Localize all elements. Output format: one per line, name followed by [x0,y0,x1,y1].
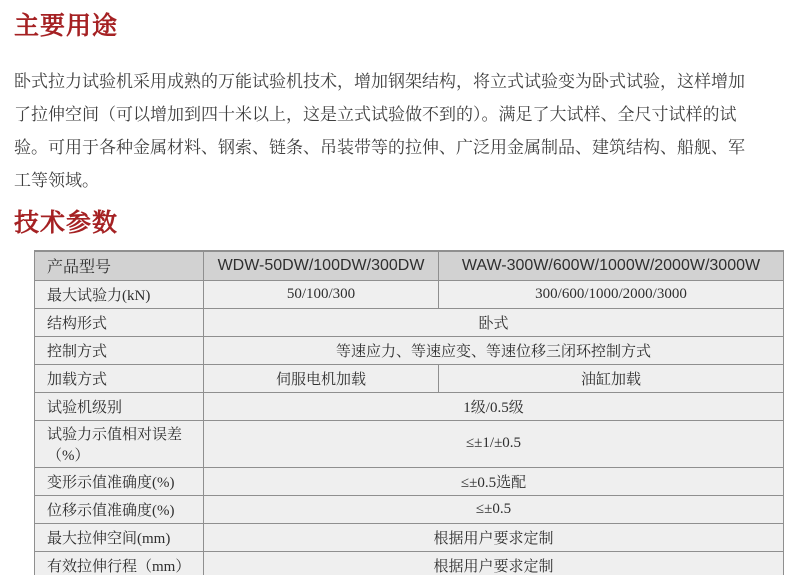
table-row [35,392,784,420]
row-value: 伺服电机加载 [204,364,439,392]
table-row [35,280,784,308]
row-value: 300/600/1000/2000/3000 [439,280,784,308]
row-label: 变形示值准确度(%) [35,467,204,495]
table-row [35,551,784,575]
row-value-span: 等速应力、等速应变、等速位移三闭环控制方式 [204,336,784,364]
row-label: 位移示值准确度(%) [35,495,204,523]
table-row [35,364,784,392]
row-value-span: ≤±0.5选配 [204,467,784,495]
table-row [35,467,784,495]
table-row [35,495,784,523]
row-value-span: 1级/0.5级 [204,392,784,420]
table-row [35,336,784,364]
row-label: 加载方式 [35,364,204,392]
usage-paragraph [14,65,790,197]
row-value: 油缸加载 [439,364,784,392]
usage-paragraph-line: 了拉伸空间（可以增加到四十米以上，这是立式试验做不到的）。满足了大试样、全尺寸试样的试 [14,105,737,124]
table-header-row [35,251,784,280]
usage-paragraph-line: 工等领域。 [14,171,99,190]
usage-paragraph-line: 验。可用于各种金属材料、钢索、链条、吊装带等的拉伸、广泛用金属制品、建筑结构、船舰、军 [14,138,745,157]
row-value: 50/100/300 [204,280,439,308]
row-value-span: ≤±1/±0.5 [204,420,784,467]
row-value-span: 卧式 [204,308,784,336]
row-value-span: ≤±0.5 [204,495,784,523]
table-row [35,308,784,336]
specs-section-title: 技术参数 [14,209,119,237]
table-row [35,420,784,467]
row-label: 最大试验力(kN) [35,280,204,308]
row-value-span: 根据用户要求定制 [204,551,784,575]
row-label: 最大拉伸空间(mm) [35,523,204,551]
row-label: 结构形式 [35,308,204,336]
row-value: WAW-300W/600W/1000W/2000W/3000W [439,251,784,280]
usage-section-title: 主要用途 [14,12,119,40]
row-label: 产品型号 [35,251,204,280]
row-value: WDW-50DW/100DW/300DW [204,251,439,280]
row-label: 试验力示值相对误差（%） [35,420,204,467]
row-label: 有效拉伸行程（mm） [35,551,204,575]
usage-paragraph-line: 卧式拉力试验机采用成熟的万能试验机技术，增加钢架结构，将立式试验变为卧式试验，这样增加 [14,72,745,91]
row-label: 试验机级别 [35,392,204,420]
specs-table [34,250,784,575]
table-row [35,523,784,551]
specs-table-body [35,251,784,575]
row-value-span: 根据用户要求定制 [204,523,784,551]
row-label: 控制方式 [35,336,204,364]
